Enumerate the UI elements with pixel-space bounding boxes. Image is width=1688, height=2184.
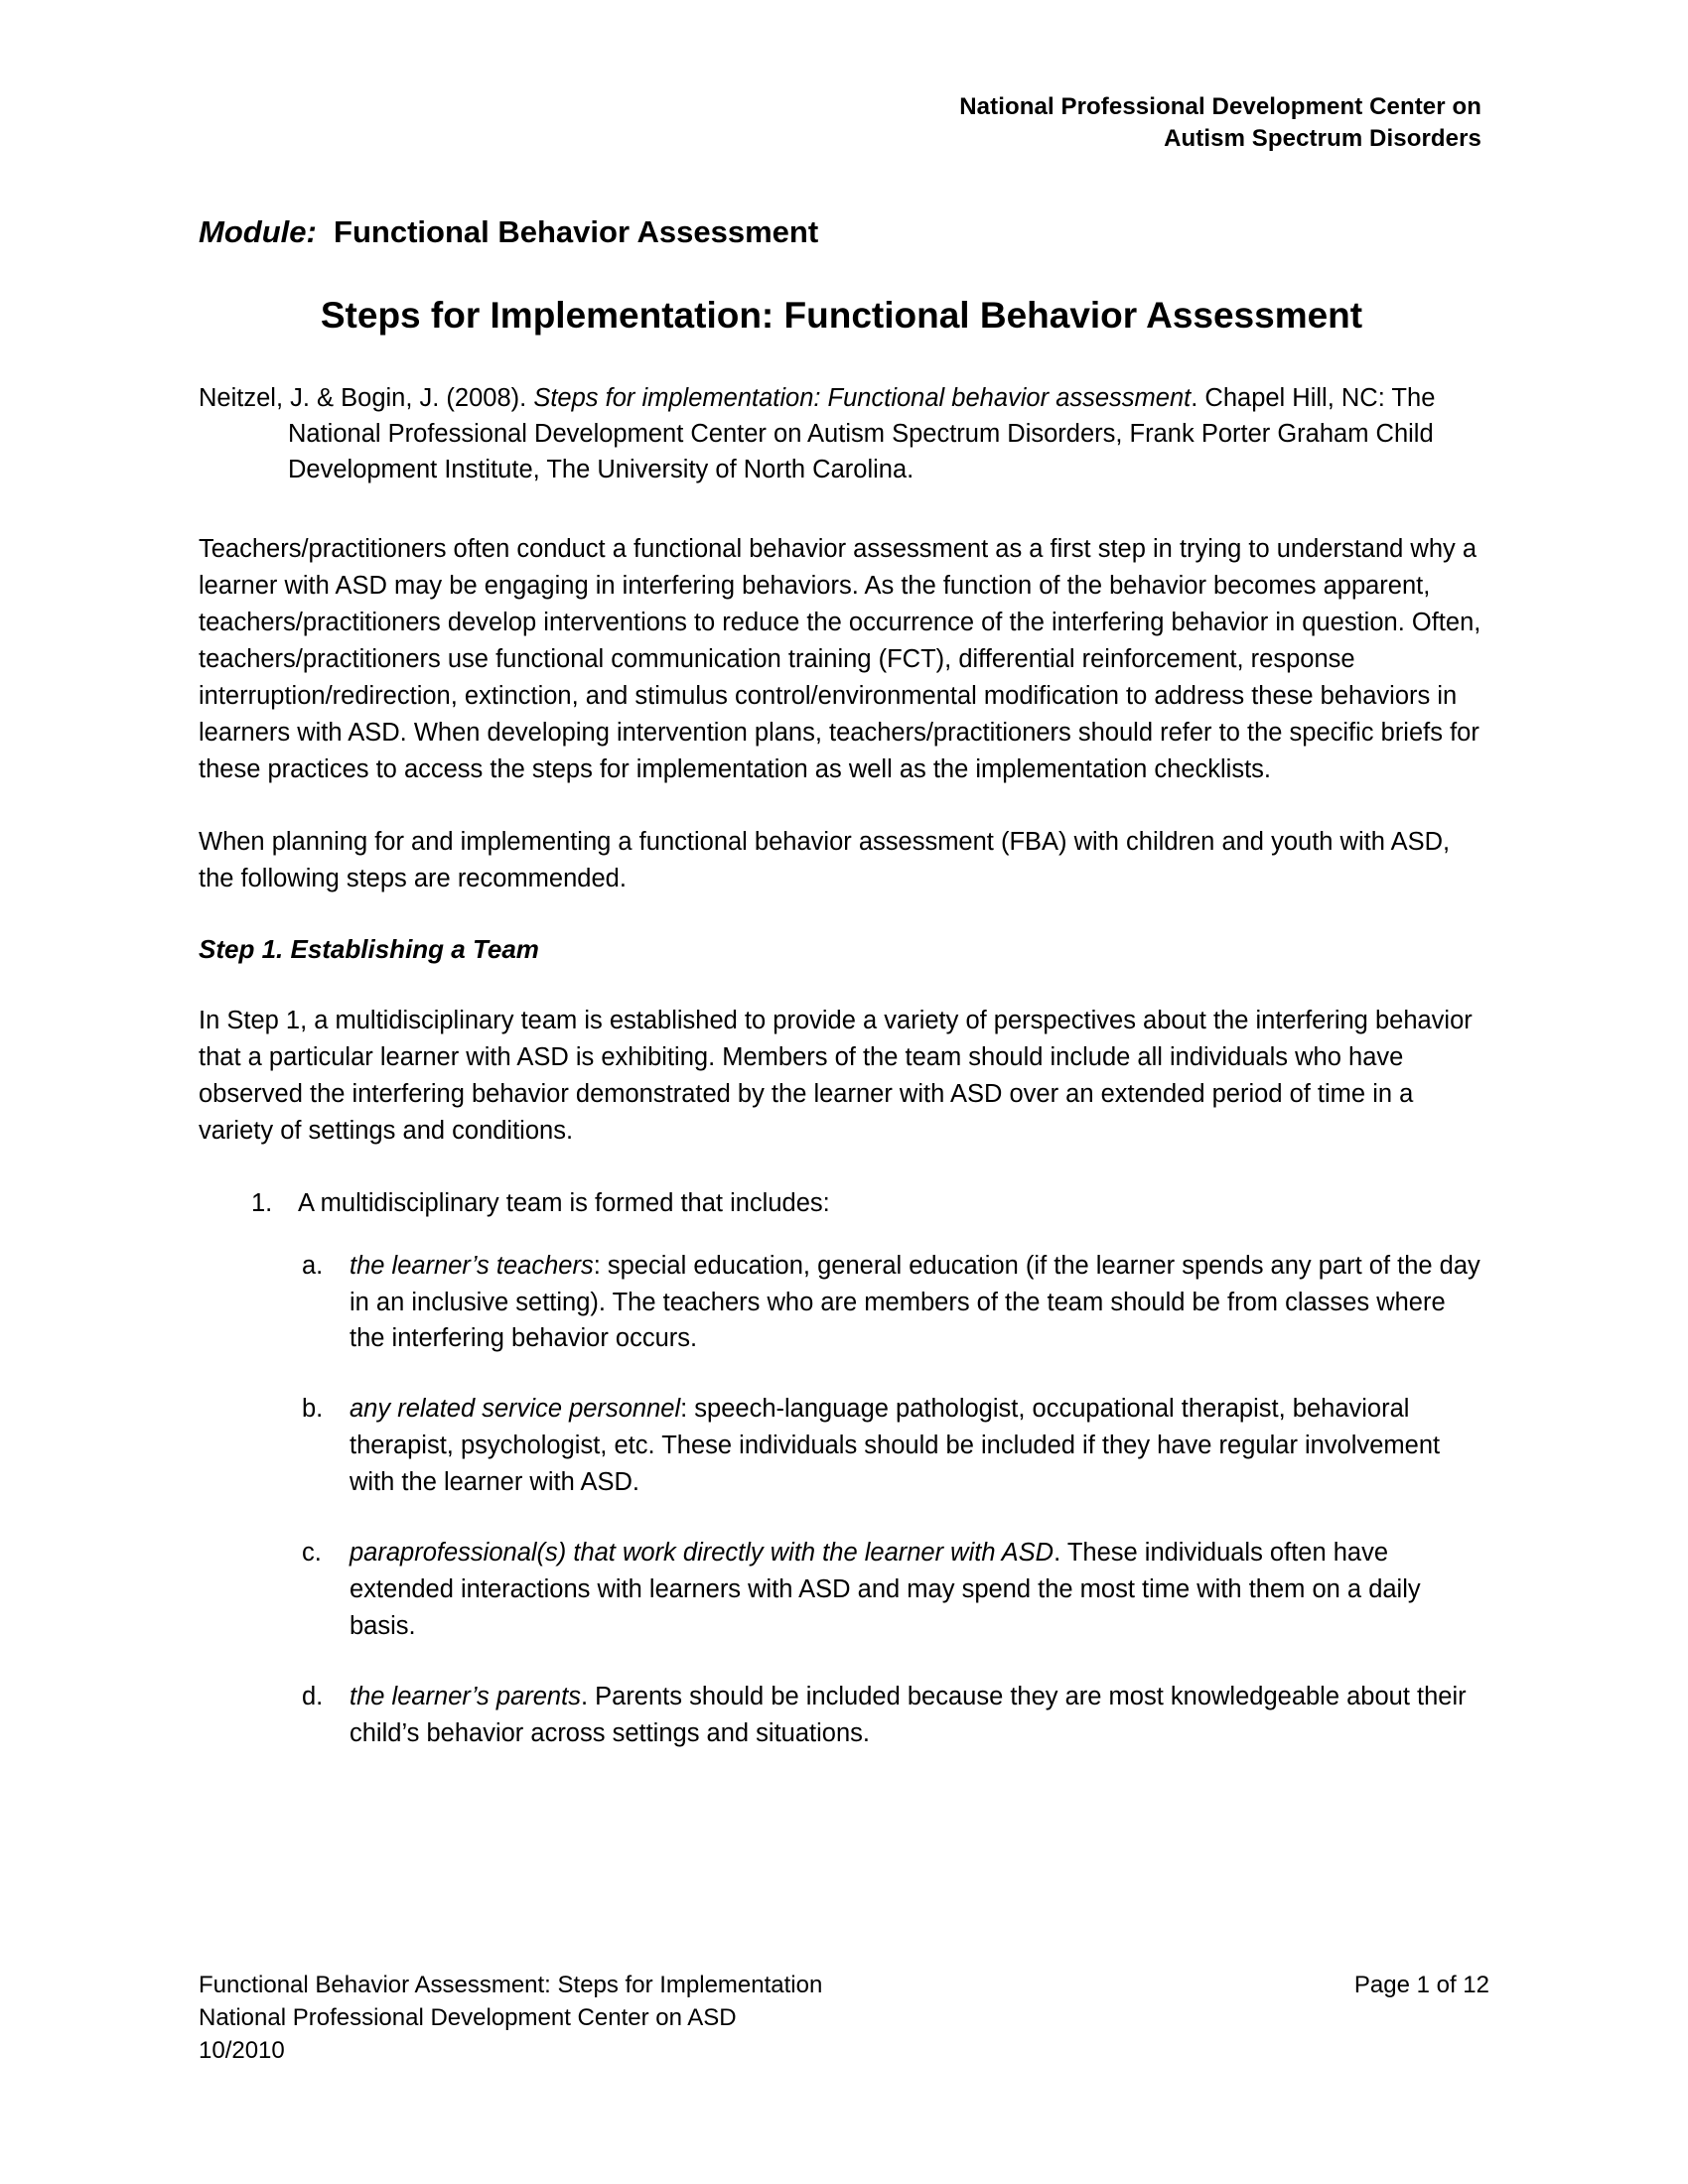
paragraph-step-1-intro: In Step 1, a multidisciplinary team is established to provide a variety of perspectives about the interfering behavior that a particular learner with ASD is exhibiting. Members of the team should include all individuals who have observed the interfering behavior demonstrated by the learner with ASD over an extended period of time in a variety of settings and conditions. [199,1006,1473,1145]
paragraph-planning: When planning for and implementing a functional behavior assessment (FBA) with children and youth with ASD, the following steps are recommended. [199,827,1451,892]
footer-date: 10/2010 [199,2036,285,2064]
document-content [199,213,1484,1778]
page-title: Steps for Implementation: Functional Behavior Assessment [320,295,1363,337]
list-item-marker: b. [302,1395,324,1424]
module-value: Functional Behavior Assessment [334,214,819,249]
citation-authors-year: Neitzel, J. & Bogin, J. (2008). [199,383,534,412]
footer-organization: National Professional Development Center on ASD [199,2003,737,2031]
list-item-marker: c. [302,1539,322,1568]
list-item-text: : speech-language pathologist, occupational therapist, behavioral therapist, psychologist, etc. These individuals should be included if they have regular involvement with the learner with ASD. [350,1395,1441,1497]
list-item-text: . Parents should be included because they are most knowledgeable about their child’s behavior across settings and situations. [350,1683,1467,1748]
citation-work-title: Steps for implementation: Functional behavior assessment [533,383,1192,412]
list-item-lead: paraprofessional(s) that work directly with the learner with ASD [350,1539,1055,1568]
list-item [298,1679,1484,1752]
running-header-line-2: Autism Spectrum Disorders [1164,124,1481,152]
list-item-marker: a. [302,1251,324,1280]
list-item-text: : special education, general education (if the learner spends any part of the day in an inclusive setting). The teachers who are members of the team should be from classes where the interfering behavior occurs. [350,1251,1480,1353]
list-item-lead: the learner’s teachers [350,1251,594,1280]
footer-page-number: Page 1 of 12 [1353,1971,1489,1998]
page-footer [199,1969,1489,2067]
list-item-lead: the learner’s parents [350,1683,581,1711]
list-item-marker: d. [302,1683,324,1711]
step-1-heading: Step 1. Establishing a Team [199,933,539,964]
list-item-marker: 1. [251,1188,273,1217]
module-label: Module: [199,214,317,249]
module-line [199,213,1484,250]
running-header [588,91,1481,154]
step-1-list [199,1185,1484,1753]
list-item [199,1185,1484,1753]
list-item-text: . These individuals often have extended interactions with learners with ASD and may spend the most time with them on a daily basis. [350,1539,1421,1641]
citation-block [199,380,1484,488]
list-item-text: A multidisciplinary team is formed that includes: [298,1188,830,1217]
list-item-lead: any related service personnel [350,1395,681,1424]
list-item [298,1248,1484,1358]
footer-document-name: Functional Behavior Assessment: Steps for Implementation [199,1971,823,1998]
footer-row-top [199,1969,1489,2001]
list-item [298,1535,1484,1645]
running-header-line-1: National Professional Development Center on [959,93,1481,120]
list-item [298,1391,1484,1501]
paragraph-intro: Teachers/practitioners often conduct a functional behavior assessment as a first step in trying to understand why a learner with ASD may be engaging in interfering behaviors. As the function of the behavior becomes apparent, teachers/practitioners develop interventions to reduce the occurrence of the interfering behavior in question. Often, teachers/practitioners use functional communication training (FCT), differential reinforcement, response interruption/redirection, extinction, and stimulus control/environmental modification to address these behaviors in learners with ASD. When developing intervention plans, teachers/practitioners should refer to the specific briefs for these practices to access the steps for implementation as well as the implementation checklists. [199,535,1481,783]
step-1-sublist [298,1248,1484,1753]
citation-publisher: . Chapel Hill, NC: The National Professional Development Center on Autism Spectrum Disorders, Frank Porter Graham Child Development Institute, The University of North Carolina. [288,383,1436,483]
